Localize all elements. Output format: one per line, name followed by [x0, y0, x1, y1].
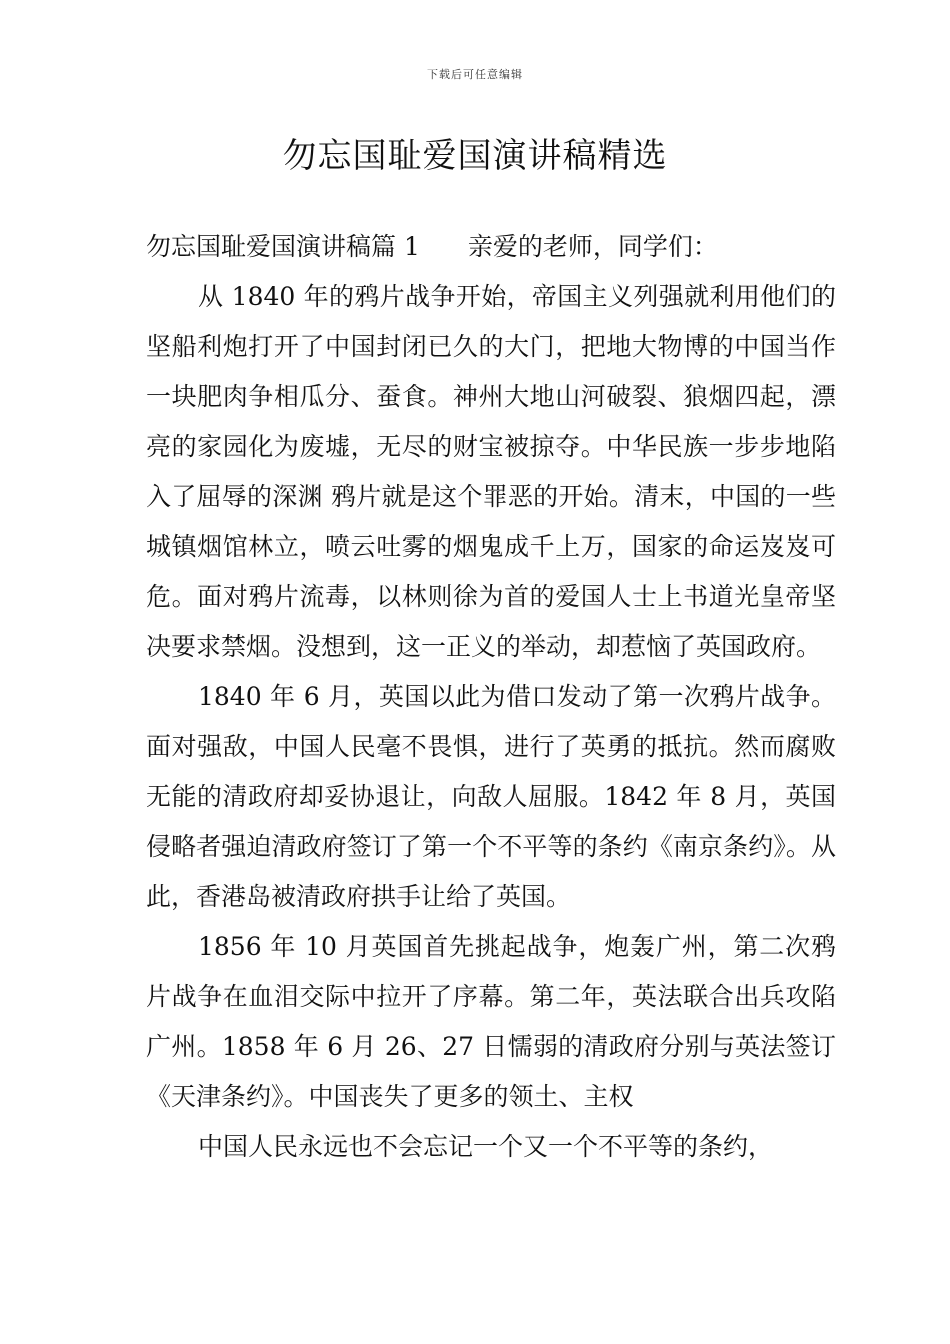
paragraph-3: 1856 年 10 月英国首先挑起战争，炮轰广州，第二次鸦片战争在血泪交际中拉开了序幕。第二年，英法联合出兵攻陷广州。1858 年 6 月 26、27 日懦弱的清政府分别与英法签订《天津条约》。中国丧失了更多的领土、主权: [146, 932, 836, 1111]
document-body: [146, 222, 836, 1172]
paragraph-1: 从 1840 年的鸦片战争开始，帝国主义列强就利用他们的坚船利炮打开了中国封闭已久的大门，把地大物博的中国当作一块肥肉争相瓜分、蚕食。神州大地山河破裂、狼烟四起，漂亮的家园化为废墟，无尽的财宝被掠夺。中华民族一步步地陷入了屈辱的深渊 鸦片就是这个罪恶的开始。清末，中国的一些城镇烟馆林立，喷云吐雾的烟鬼成千上万，国家的命运岌岌可危。面对鸦片流毒，以林则徐为首的爱国人士上书道光皇帝坚决要求禁烟。没想到，这一正义的举动，却惹恼了英国政府。: [146, 282, 836, 661]
header-note: 下载后可任意编辑: [427, 68, 523, 81]
lead-line: [146, 222, 836, 272]
paragraph-4: 中国人民永远也不会忘记一个又一个不平等的条约，: [198, 1132, 774, 1161]
section-title: 勿忘国耻爱国演讲稿篇 1: [146, 232, 420, 261]
document-title: 勿忘国耻爱国演讲稿精选: [282, 136, 668, 176]
greeting: 亲爱的老师，同学们：: [467, 232, 718, 261]
paragraph-2: 1840 年 6 月，英国以此为借口发动了第一次鸦片战争。面对强敌，中国人民毫不畏惧，进行了英勇的抵抗。然而腐败无能的清政府却妥协退让，向敌人屈服。1842 年 8 月，英国侵略者强迫清政府签订了第一个不平等的条约《南京条约》。从此，香港岛被清政府拱手让给了英国。: [146, 682, 836, 911]
